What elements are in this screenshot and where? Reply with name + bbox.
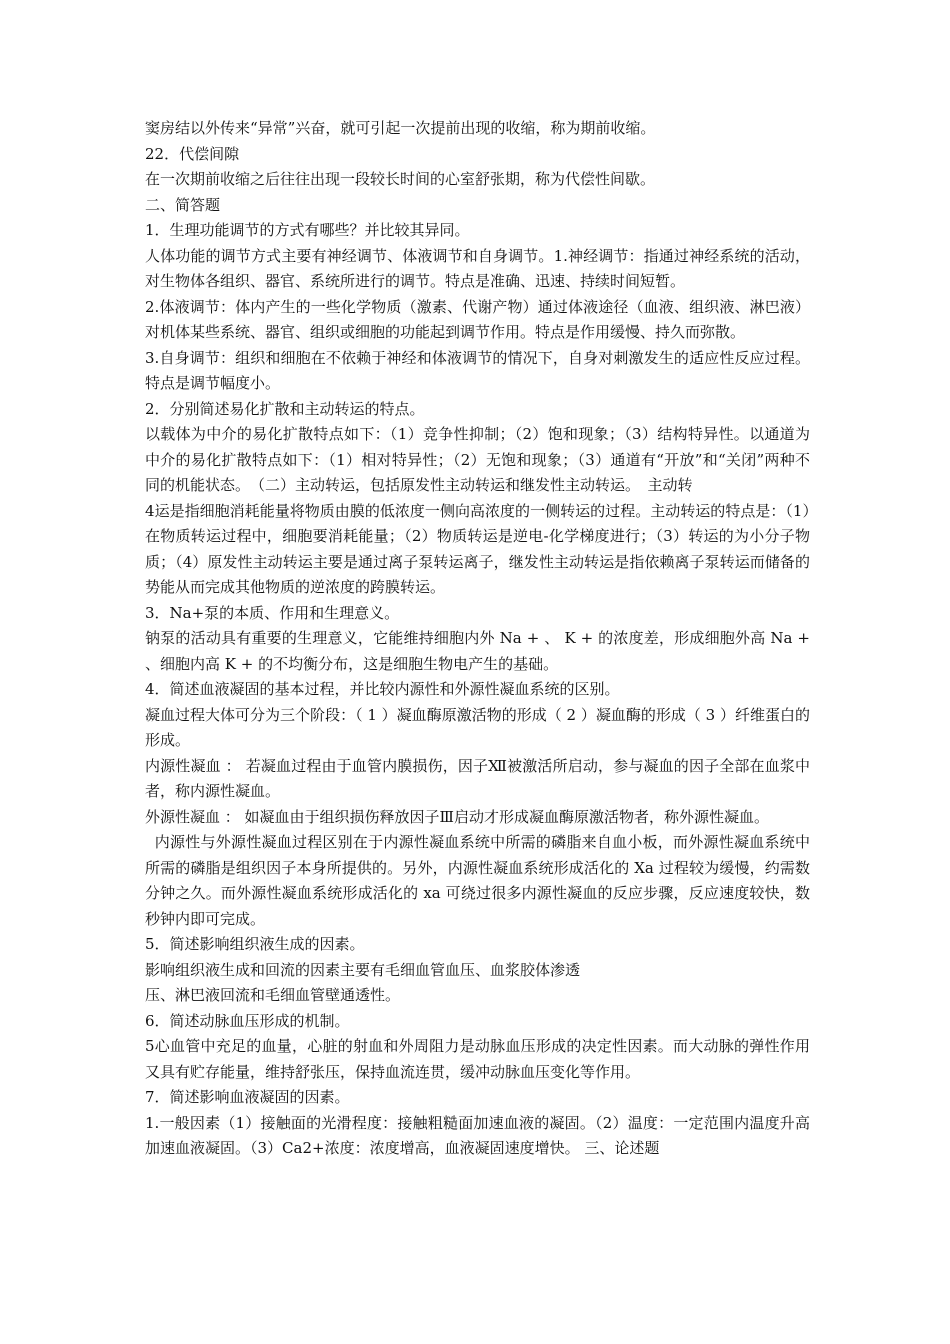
paragraph: 1.一般因素（1）接触面的光滑程度：接触粗糙面加速血液的凝固。（2）温度：一定范围内温度升高加速血液凝固。（3）Ca2+浓度：浓度增高，血液凝固速度增快。 三、论述题 xyxy=(145,1113,810,1157)
paragraph: 在一次期前收缩之后往往出现一段较长时间的心室舒张期，称为代偿性间歇。 xyxy=(145,170,656,188)
section-heading: 二、简答题 xyxy=(145,195,221,214)
paragraph: 外源性凝血 ： 如凝血由于组织损伤释放因子Ⅲ启动才形成凝血酶原激活物者，称外源性凝血。 xyxy=(145,807,770,826)
question-heading: 5．简述影响组织液生成的因素。 xyxy=(145,935,365,953)
paragraph: 影响组织液生成和回流的因素主要有毛细血管血压、血浆胶体渗透 xyxy=(145,960,581,979)
paragraph: 5心血管中充足的血量，心脏的射血和外周阻力是动脉血压形成的决定性因素。而大动脉的弹性作用又具有贮存能量，维持舒张压，保持血流连贯，缓冲动脉血压变化等作用。 xyxy=(145,1037,810,1081)
paragraph: 凝血过程大体可分为三个阶段：（ 1 ）凝血酶原激活物的形成（ 2 ）凝血酶的形成（ 3 ）纤维蛋白的形成。 xyxy=(145,705,810,749)
question-heading: 2．分别简述易化扩散和主动转运的特点。 xyxy=(145,399,425,418)
question-heading: 4．简述血液凝固的基本过程，并比较内源性和外源性凝血系统的区别。 xyxy=(145,680,620,698)
term-heading: 22．代偿间隙 xyxy=(145,144,240,163)
paragraph: 压、淋巴液回流和毛细血管壁通透性。 xyxy=(145,986,401,1004)
paragraph: 2.体液调节：体内产生的一些化学物质（激素、代谢产物）通过体液途径（血液、组织液、淋巴液）对机体某些系统、器官、组织或细胞的功能起到调节作用。特点是作用缓慢、持久而弥散。 xyxy=(145,297,810,341)
paragraph: 窦房结以外传来“异常”兴奋，就可引起一次提前出现的收缩，称为期前收缩。 xyxy=(145,119,656,137)
document-body xyxy=(145,116,810,1162)
question-heading: 3．Na+泵的本质、作用和生理意义。 xyxy=(145,603,400,622)
question-heading: 6．简述动脉血压形成的机制。 xyxy=(145,1011,350,1030)
paragraph: 3.自身调节：组织和细胞在不依赖于神经和体液调节的情况下，自身对刺激发生的适应性反应过程。特点是调节幅度小。 xyxy=(145,348,810,392)
paragraph: 人体功能的调节方式主要有神经调节、体液调节和自身调节。1.神经调节：指通过神经系统的活动，对生物体各组织、器官、系统所进行的调节。特点是准确、迅速、持续时间短暂。 xyxy=(145,246,810,290)
question-heading: 1．生理功能调节的方式有哪些？并比较其异同。 xyxy=(145,221,470,239)
question-heading: 7．简述影响血液凝固的因素。 xyxy=(145,1088,350,1106)
paragraph: 以载体为中介的易化扩散特点如下：（1）竞争性抑制；（2）饱和现象；（3）结构特异性。以通道为中介的易化扩散特点如下：（1）相对特异性；（2）无饱和现象；（3）通道有“开放”和“关闭”两种不同的机能状态。 （二）主动转运，包括原发性主动转运和继发性主动转运。 主动转 xyxy=(145,425,810,494)
paragraph: 内源性与外源性凝血过程区别在于内源性凝血系统中所需的磷脂来自血小板，而外源性凝血系统中所需的磷脂是组织因子本身所提供的。另外，内源性凝血系统形成活化的 Xa 过程较为缓慢，约需数分钟之久。而外源性凝血系统形成活化的 xa 可绕过很多内源性凝血的反应步骤，反应速度较快，数秒钟内即可完成。 xyxy=(145,833,810,928)
paragraph: 内源性凝血 ： 若凝血过程由于血管内膜损伤，因子Ⅻ被激活所启动，参与凝血的因子全部在血浆中者，称内源性凝血。 xyxy=(145,756,810,800)
paragraph: 4运是指细胞消耗能量将物质由膜的低浓度一侧向高浓度的一侧转运的过程。主动转运的特点是：（1）在物质转运过程中，细胞要消耗能量；（2）物质转运是逆电-化学梯度进行；（3）转运的为小分子物质；（4）原发性主动转运主要是通过离子泵转运离子，继发性主动转运是指依赖离子泵转运而储备的势能从而完成其他物质的逆浓度的跨膜转运。 xyxy=(145,501,810,596)
paragraph: 钠泵的活动具有重要的生理意义，它能维持细胞内外 Na + 、 K + 的浓度差，形成细胞外高 Na + 、细胞内高 K + 的不均衡分布，这是细胞生物电产生的基础。 xyxy=(145,629,810,673)
